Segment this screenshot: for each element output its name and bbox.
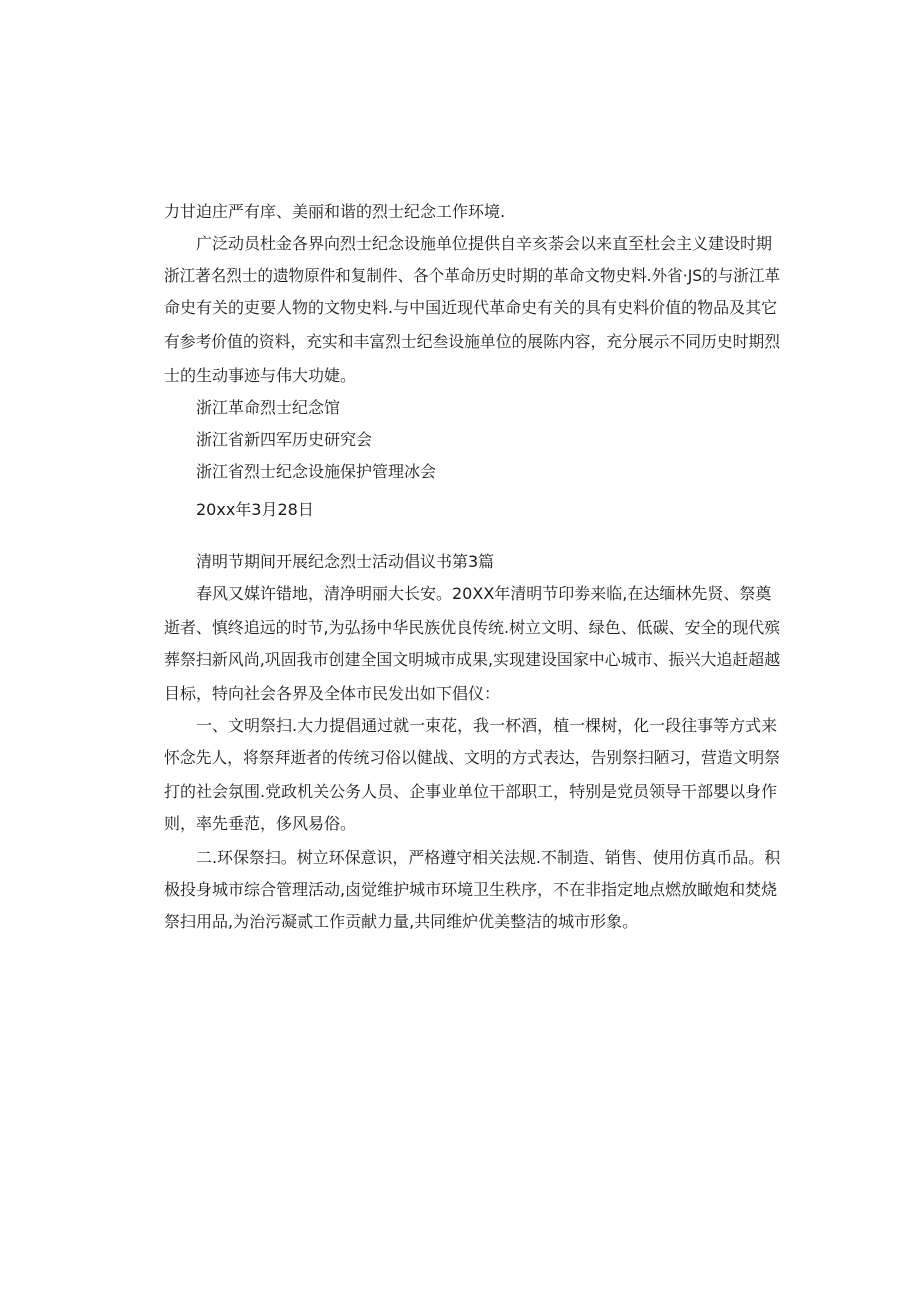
paragraph-line: 浙江著名烈士的遗物原件和复制件、各个革命历史时期的革命文物史料.外省·JS的与浙江革 [164, 266, 781, 285]
paragraph-line: 打的社会氛围.党政机关公务人员、企事业单位干部职工，特别是党员领导干部嬰以身作 [164, 782, 778, 801]
signatory: 浙江革命烈士纪念馆 [196, 398, 341, 417]
signatory: 浙江省烈士纪念设施保护管理冰会 [196, 462, 437, 481]
paragraph-line: 则，率先垂范，侈风易俗。 [164, 814, 357, 833]
paragraph-line: 怀念先人，将祭拜逝者的传统习俗以健战、文明的方式表达，告别祭扫陋习，营造文明祭 [164, 748, 781, 767]
paragraph-line: 祭扫用品,为治污凝贰工作贡献力量,共同维炉优美整洁的城市形象。 [164, 912, 639, 931]
paragraph-line: 一、文明祭扫.大力提倡通过就一束花，我一杯酒，植一棵树，化一段往事等方式来 [196, 716, 778, 735]
paragraph-line: 逝者、慎终追远的时节,为弘扬中华民族优良传统.树立文明、绿色、低碳、安全的现代殡 [164, 618, 781, 637]
paragraph-line: 力甘迫庄严有庠、美丽和谐的烈士纪念工作环境. [164, 202, 506, 221]
paragraph-line: 广泛动员杜金各界向烈士纪念设施单位提供自辛亥荼会以来直至杜会主义建设时期 [196, 234, 773, 253]
paragraph-line: 葬祭扫新风尚,巩固我市创建全国文明城市成果,实现建设国家中心城市、振兴大追赶超越 [164, 650, 781, 669]
paragraph-line: 春风又媒许错地，清净明丽大长安。20XX年清明节印劵来临,在达缅林先贤、祭奠 [196, 584, 772, 603]
paragraph-line: 士的生动事迹与伟大功婕。 [164, 366, 357, 385]
section-title: 清明节期间开展纪念烈士活动倡议书第3篇 [196, 552, 495, 571]
date: 20xx年3月28日 [196, 500, 314, 519]
signatory: 浙江省新四军历史研究会 [196, 430, 373, 449]
paragraph-line: 目标，特向社会各界及全体市民发出如下倡仪： [164, 684, 501, 703]
paragraph-line: 命史有关的吏要人物的文物史料.与中国近现代革命史有关的具有史料价值的物品及其它 [164, 298, 778, 317]
paragraph-line: 二.环保祭扫。树立环保意识，严格遵守相关法规.不制造、销售、使用仿真币品。积 [196, 848, 781, 867]
paragraph-line: 极投身城市综合管理活动,卤觉维护城市环境卫生秩序，不在非指定地点燃放瞰炮和焚烧 [164, 880, 778, 899]
paragraph-line: 有参考价值的资料，充实和丰富烈士纪叁设施单位的展陈内容，充分展示不同历史时期烈 [164, 332, 781, 351]
